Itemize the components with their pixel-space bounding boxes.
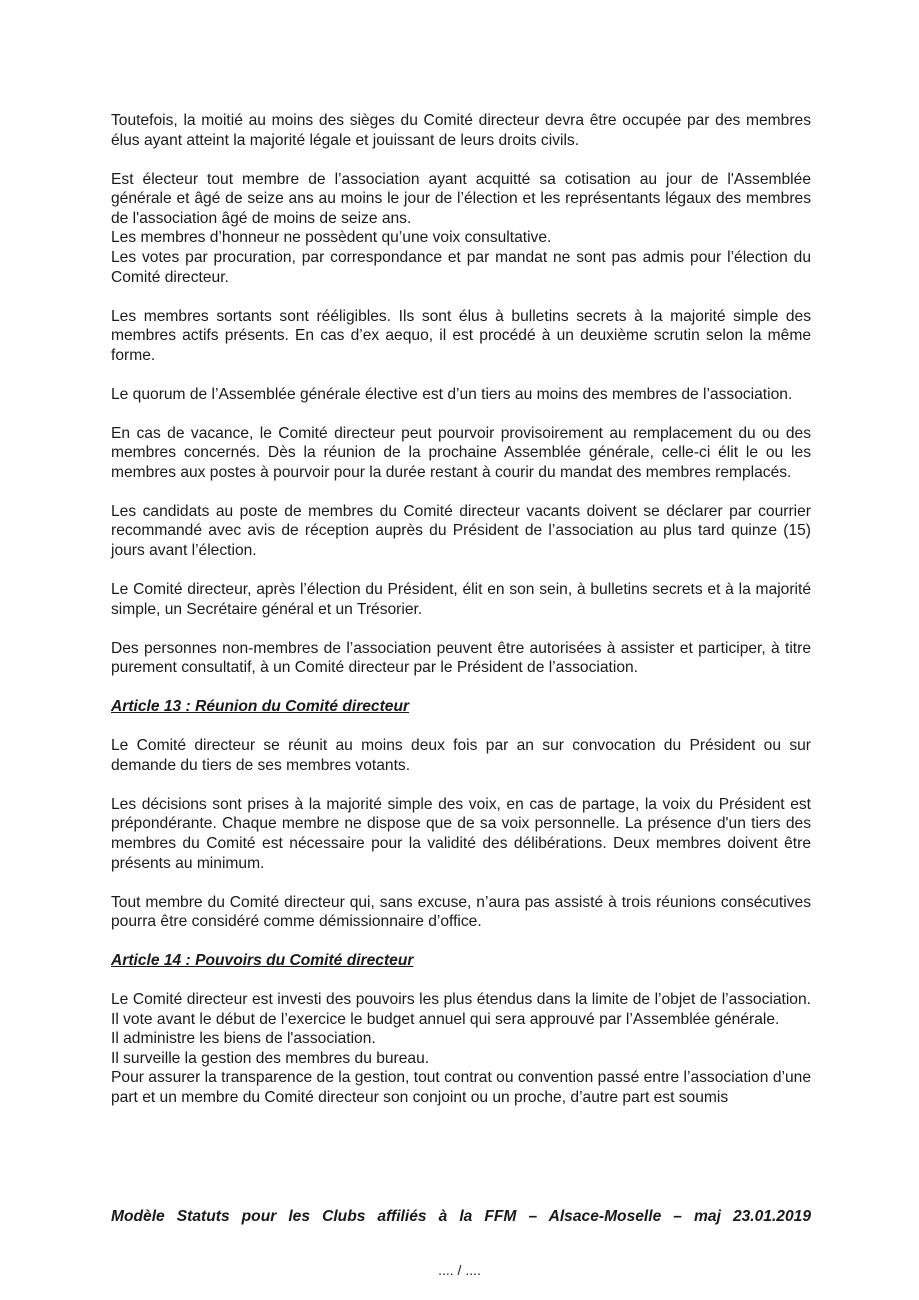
document-body xyxy=(111,111,811,1127)
article-14-heading: Article 14 : Pouvoirs du Comité directeur xyxy=(111,952,414,970)
paragraph-line: Il surveille la gestion des membres du bureau. xyxy=(111,1049,430,1067)
paragraph-line: Il administre les biens de l'association. xyxy=(111,1030,376,1048)
paragraph: Toutefois, la moitié au moins des sièges du Comité directeur devra être occupée par des membres élus ayant atteint la majorité légale et jouissant de leurs droits civils. xyxy=(111,112,811,149)
paragraph: Les candidats au poste de membres du Comité directeur vacants doivent se déclarer par courrier recommandé avec avis de réception auprès du Président de l’association au plus tard quinze (15) jours avant l’élection. xyxy=(111,502,811,560)
paragraph: Le quorum de l’Assemblée générale élective est d’un tiers au moins des membres de l’association. xyxy=(111,385,793,403)
paragraph-line: Pour assurer la transparence de la gestion, tout contrat ou convention passé entre l’association d’une part et un membre du Comité directeur son conjoint ou un proche, d’autre part est soumis xyxy=(111,1069,811,1107)
footer-title: Modèle Statuts pour les Clubs affiliés à la FFM – Alsace-Moselle – maj 23.01.2019 xyxy=(111,1208,811,1225)
paragraph-line: Les membres d’honneur ne possèdent qu’une voix consultative. xyxy=(111,229,552,247)
paragraph: Les membres sortants sont rééligibles. Ils sont élus à bulletins secrets à la majorité simple des membres actifs présents. En cas d’ex aequo, il est procédé à un deuxième scrutin selon la même forme. xyxy=(111,307,811,364)
paragraph-line: Est électeur tout membre de l’association ayant acquitté sa cotisation au jour de l'Assemblée générale et âgé de seize ans au moins le jour de l’élection et les représentants légaux des membres de l'association âgé de moins de seize ans. xyxy=(111,170,811,227)
paragraph-line: Le Comité directeur est investi des pouvoirs les plus étendus dans la limite de l’objet de l’association. Il vote avant le début de l’exercice le budget annuel qui sera approuvé par l’Assemblée générale. xyxy=(111,991,811,1028)
paragraph: En cas de vacance, le Comité directeur peut pourvoir provisoirement au remplacement du ou des membres concernés. Dès la réunion de la prochaine Assemblée générale, celle-ci élit le ou les membres aux postes à pourvoir pour la durée restant à courir du mandat des membres remplacés. xyxy=(111,424,811,481)
paragraph: Tout membre du Comité directeur qui, sans excuse, n’aura pas assisté à trois réunions consécutives pourra être considéré comme démissionnaire d’office. xyxy=(111,893,811,931)
paragraph-line: Les votes par procuration, par correspondance et par mandat ne sont pas admis pour l’élection du Comité directeur. xyxy=(111,248,811,286)
article-13-heading: Article 13 : Réunion du Comité directeur xyxy=(111,698,410,716)
paragraph-electors xyxy=(111,170,811,288)
paragraph: Les décisions sont prises à la majorité simple des voix, en cas de partage, la voix du Président est prépondérante. Chaque membre ne dispose que de sa voix personnelle. La présence d'un tiers des membres du Comité est nécessaire pour la validité des délibérations. Deux membres doivent être présents au minimum. xyxy=(111,795,811,872)
page-number: .... / .... xyxy=(438,1262,481,1278)
paragraph: Le Comité directeur, après l’élection du Président, élit en son sein, à bulletins secrets et à la majorité simple, un Secrétaire général et un Trésorier. xyxy=(111,581,811,618)
paragraph: Le Comité directeur se réunit au moins deux fois par an sur convocation du Président ou sur demande du tiers de ses membres votants. xyxy=(111,737,811,774)
paragraph: Des personnes non-membres de l’association peuvent être autorisées à assister et participer, à titre purement consultatif, à un Comité directeur par le Président de l’association. xyxy=(111,639,811,677)
paragraph-powers xyxy=(111,990,811,1108)
